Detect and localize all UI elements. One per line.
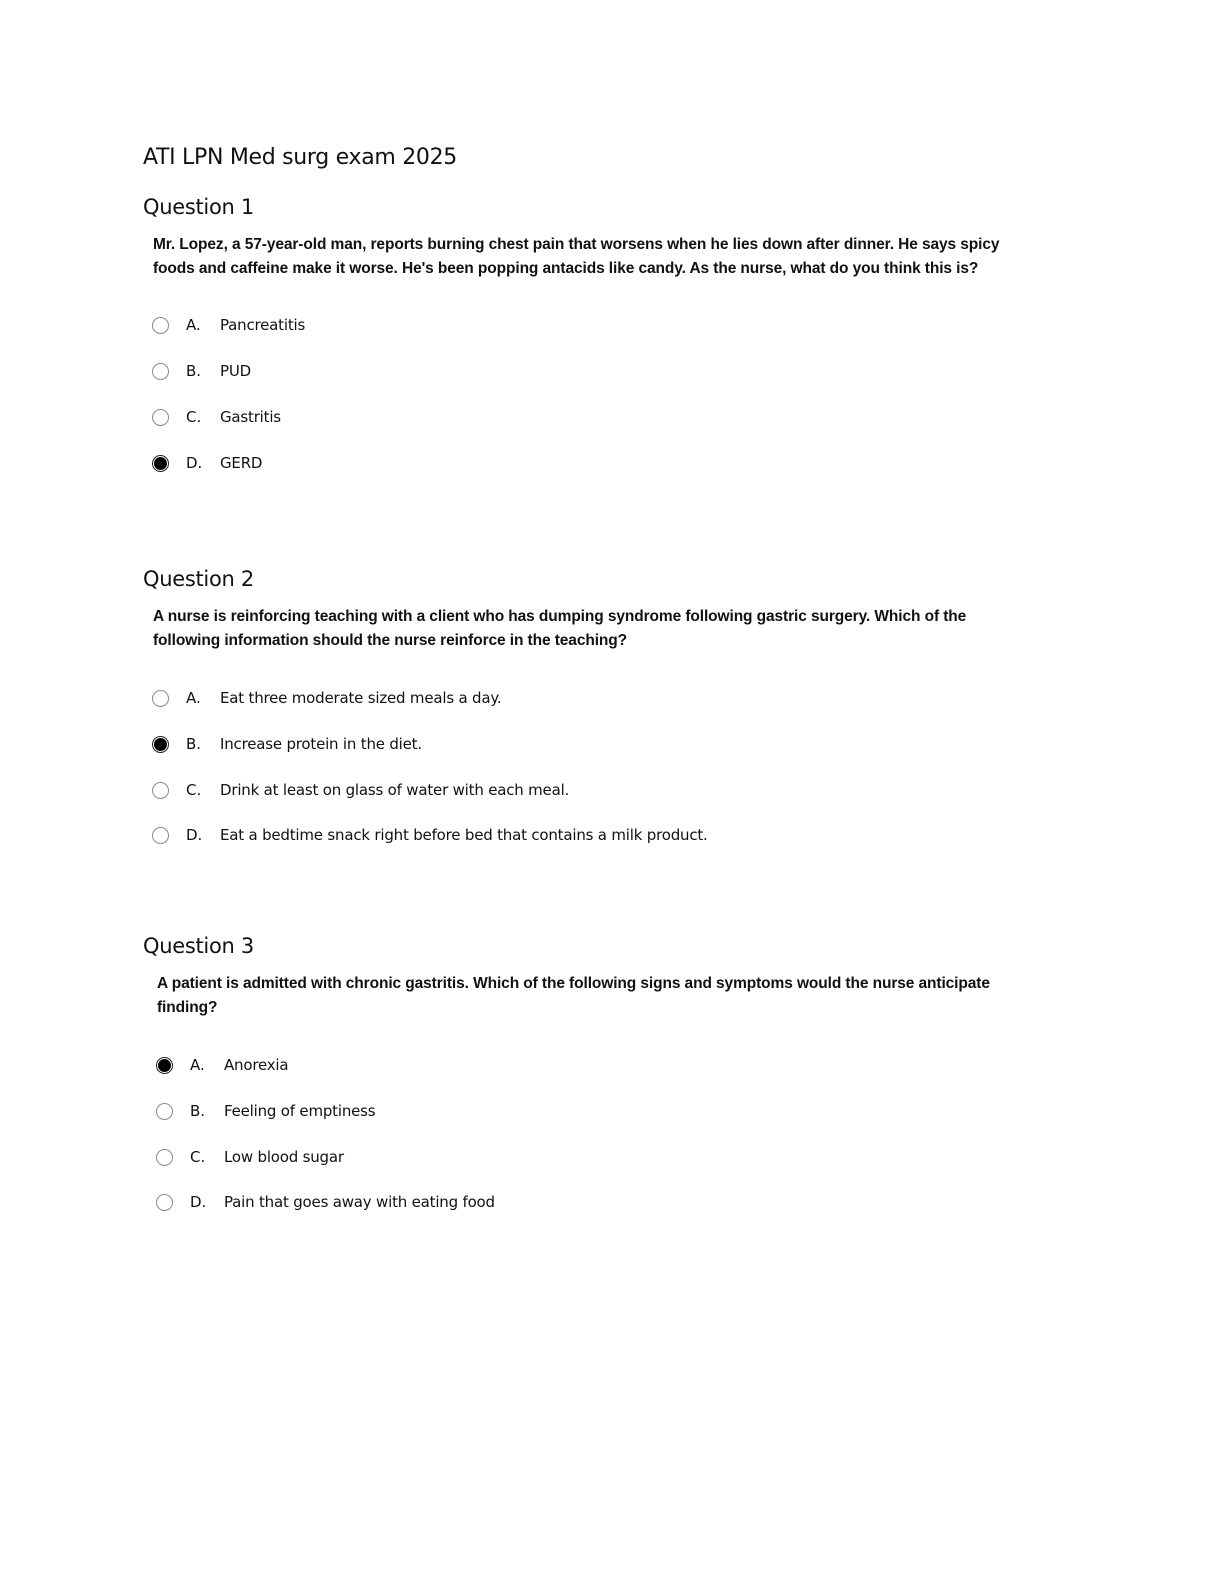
- option-c[interactable]: [152, 406, 281, 428]
- option-letter: C.: [186, 781, 202, 799]
- document-title: ATI LPN Med surg exam 2025: [143, 145, 457, 170]
- question-stem: A patient is admitted with chronic gastritis. Which of the following signs and symptoms would the nurse anticipate finding?: [157, 975, 990, 1016]
- option-d[interactable]: [152, 824, 708, 846]
- radio-button[interactable]: [156, 1149, 173, 1166]
- option-text: Eat three moderate sized meals a day.: [220, 689, 502, 707]
- option-a[interactable]: [152, 314, 305, 336]
- radio-button[interactable]: [152, 317, 169, 334]
- option-text: Feeling of emptiness: [224, 1102, 376, 1120]
- option-text: Gastritis: [220, 408, 281, 426]
- option-letter: B.: [186, 735, 202, 753]
- option-text: Anorexia: [224, 1056, 289, 1074]
- option-letter: D.: [190, 1193, 207, 1211]
- option-text: Pain that goes away with eating food: [224, 1193, 495, 1211]
- option-text: Eat a bedtime snack right before bed that contains a milk product.: [220, 826, 708, 844]
- option-letter: B.: [190, 1102, 206, 1120]
- option-letter: A.: [186, 689, 201, 707]
- option-letter: C.: [186, 408, 202, 426]
- radio-button[interactable]: [152, 690, 169, 707]
- question-stem: Mr. Lopez, a 57-year-old man, reports burning chest pain that worsens when he lies down after dinner. He says spicy foods and caffeine make it worse. He's been popping antacids like candy. As the nurse, what do you think this is?: [153, 236, 1000, 277]
- option-b[interactable]: [152, 360, 251, 382]
- radio-button[interactable]: [152, 827, 169, 844]
- radio-button[interactable]: [152, 782, 169, 799]
- option-b[interactable]: [156, 1100, 375, 1122]
- radio-button[interactable]: [152, 363, 169, 380]
- option-c[interactable]: [156, 1146, 344, 1168]
- option-letter: B.: [186, 362, 202, 380]
- option-letter: C.: [190, 1148, 206, 1166]
- option-a[interactable]: [152, 687, 501, 709]
- radio-button-selected[interactable]: [152, 455, 169, 472]
- radio-button[interactable]: [156, 1194, 173, 1211]
- option-d[interactable]: [152, 452, 262, 474]
- option-letter: A.: [190, 1056, 205, 1074]
- radio-button-selected[interactable]: [156, 1057, 173, 1074]
- option-a[interactable]: [156, 1054, 288, 1076]
- option-text: Increase protein in the diet.: [220, 735, 422, 753]
- option-d[interactable]: [156, 1191, 495, 1213]
- question-stem: A nurse is reinforcing teaching with a client who has dumping syndrome following gastric surgery. Which of the following information should the nurse reinforce in the teaching?: [153, 608, 967, 649]
- radio-button[interactable]: [152, 409, 169, 426]
- question-heading: Question 1: [143, 195, 254, 219]
- option-text: PUD: [220, 362, 251, 380]
- option-text: Pancreatitis: [220, 316, 306, 334]
- option-c[interactable]: [152, 779, 569, 801]
- radio-button[interactable]: [156, 1103, 173, 1120]
- option-letter: D.: [186, 826, 203, 844]
- question-heading: Question 2: [143, 567, 254, 591]
- option-text: Drink at least on glass of water with each meal.: [220, 781, 570, 799]
- option-letter: A.: [186, 316, 201, 334]
- option-letter: D.: [186, 454, 203, 472]
- question-heading: Question 3: [143, 934, 254, 958]
- option-text: GERD: [220, 454, 263, 472]
- option-b[interactable]: [152, 733, 422, 755]
- option-text: Low blood sugar: [224, 1148, 344, 1166]
- radio-button-selected[interactable]: [152, 736, 169, 753]
